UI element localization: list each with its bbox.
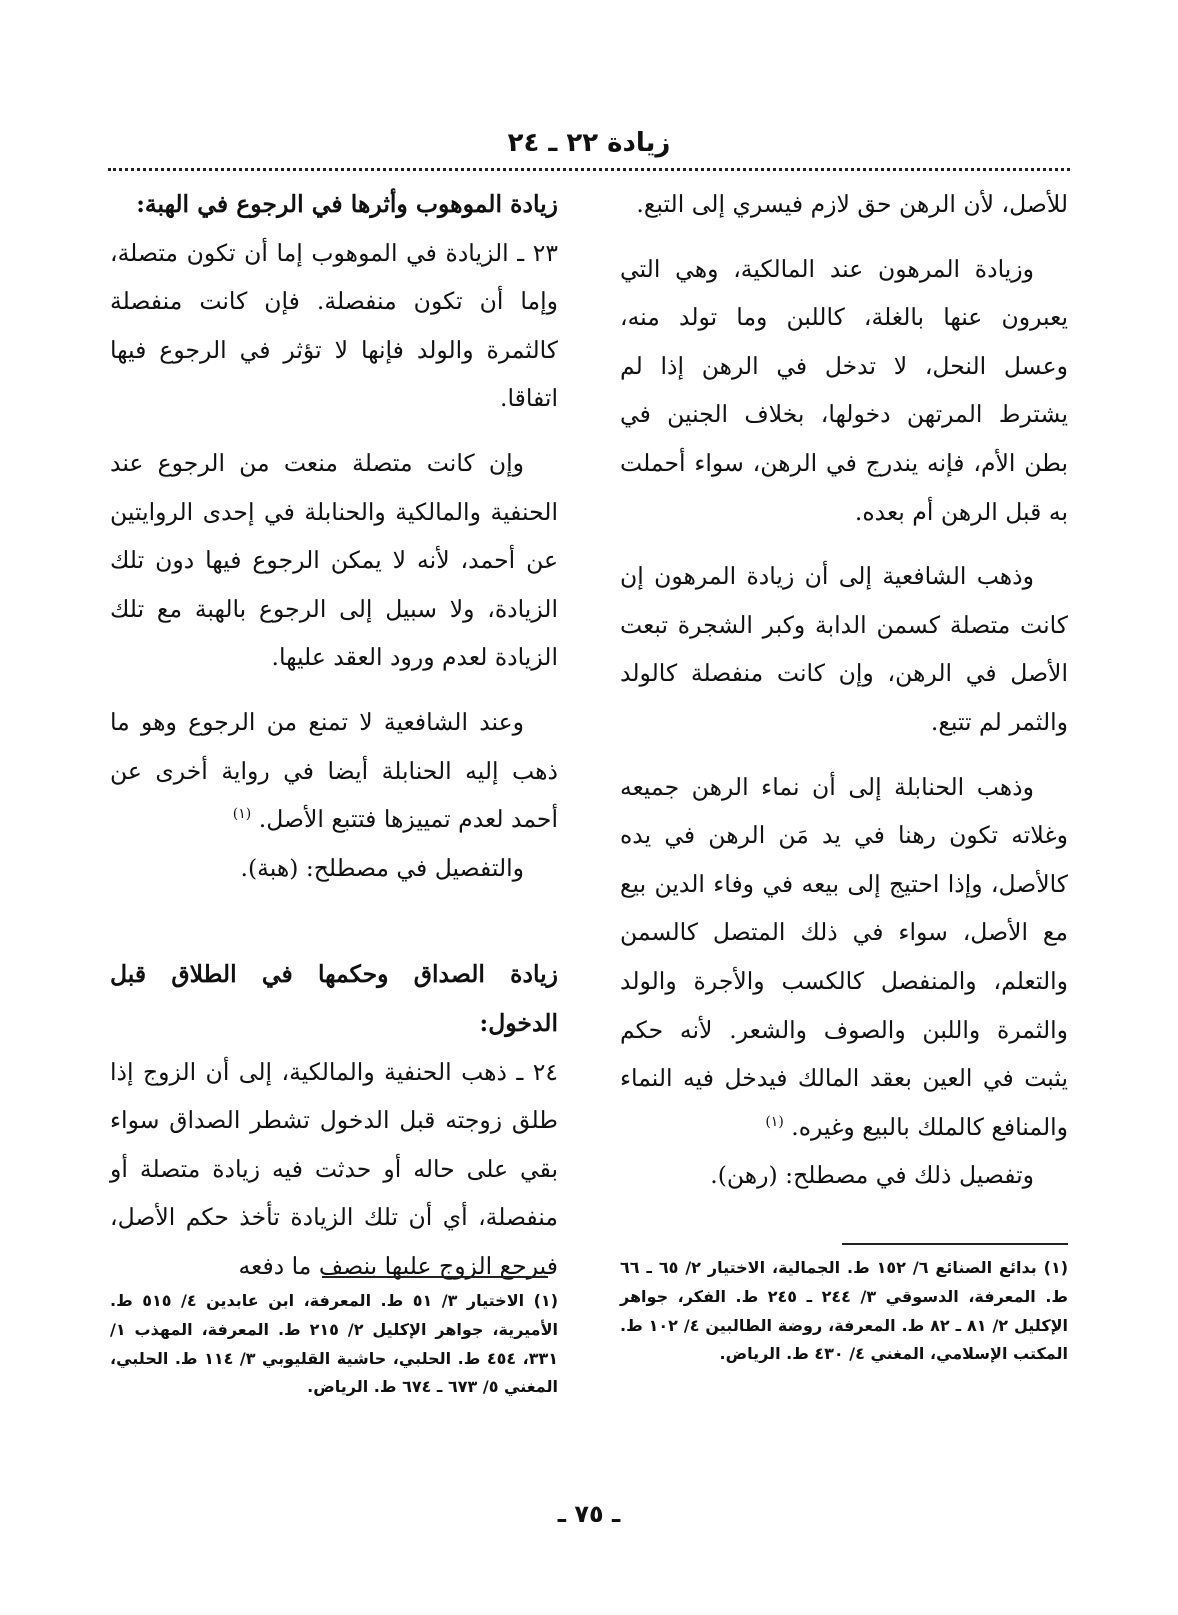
right-paragraph-5: وتفصيل ذلك في مصطلح: (رهن). xyxy=(710,1161,1034,1190)
header-dotted-rule xyxy=(108,168,1070,171)
page-number: ـ ٧٥ ـ xyxy=(557,1500,621,1528)
right-paragraph-3: وذهب الشافعية إلى أن زيادة المرهون إن كانت متصلة كسمن الدابة وكبر الشجرة تبعت الأصل في الرهن، وإن كانت منفصلة كالولد والثمر لم تتبع. xyxy=(620,562,1068,736)
right-paragraph-1: للأصل، لأن الرهن حق لازم فيسري إلى التبع. xyxy=(636,190,1068,218)
footnote-marker: (١) xyxy=(232,806,252,823)
footnote-rule-left xyxy=(322,1276,548,1278)
running-title: زيادة ٢٢ ـ ٢٤ xyxy=(507,128,671,158)
right-paragraph-4-text: وذهب الحنابلة إلى أن نماء الرهن جميعه وغلاته تكون رهنا في يد مَن الرهن في يده كالأصل، وإذا احتيج إلى بيعه في وفاء الدين بيع مع الأصل، سواء في ذلك المتصل كالسمن والتعلم، والمنفصل كالكسب والأجرة والولد والثمرة واللبن والصوف والشعر. لأنه حكم يثبت في العين بعقد المالك فيدخل فيه النماء والمنافع كالملك بالبيع وغيره. xyxy=(620,772,1068,1141)
footnote-left: (١) الاختيار ٣/ ٥١ ط. المعرفة، ابن عابدين ٤/ ٥١٥ ط. الأميرية، جواهر الإكليل ٢/ ٢١٥ ط. المعرفة، المهذب ١/ ٣٣١، ٤٥٤ ط. الحلبي، حاشية القليوبي ٣/ ١١٤ ط. الحلبي، المغني ٥/ ٦٧٣ ـ ٦٧٤ ط. الرياض. xyxy=(110,1291,559,1397)
left-paragraph-3-text: وعند الشافعية لا تمنع من الرجوع وهو ما ذهب إليه الحنابلة أيضا في رواية أخرى عن أحمد لعدم تمييزها فتتبع الأصل. xyxy=(110,707,558,834)
section-heading-dowry: زيادة الصداق وحكمها في الطلاق قبل الدخول: xyxy=(110,960,558,1037)
footnote-marker: (١) xyxy=(765,1113,784,1130)
left-paragraph-3 xyxy=(110,698,558,844)
footnote-right: (١) بدائع الصنائع ٦/ ١٥٢ ط. الجمالية، الاختيار ٢/ ٦٥ ـ ٦٦ ط. المعرفة، الدسوقي ٣/ ٢٤٤ ـ ٢٤٥ ط. الفكر، جواهر الإكليل ٢/ ٨١ ـ ٨٢ ط. المعرفة، روضة الطالبين ٤/ ١٠٢ ط. المكتب الإسلامي، المغني ٤/ ٤٣٠ ط. الرياض. xyxy=(620,1258,1069,1364)
section-heading-gift: زيادة الموهوب وأثرها في الرجوع في الهبة: xyxy=(136,190,558,218)
right-paragraph-4 xyxy=(620,763,1068,1152)
left-paragraph-4: والتفصيل في مصطلح: (هبة). xyxy=(240,853,524,882)
left-paragraph-2: وإن كانت متصلة منعت من الرجوع عند الحنفية والمالكية والحنابلة في إحدى الروايتين عن أحمد، لأنه لا يمكن الرجوع فيها دون تلك الزيادة، ولا سبيل إلى الرجوع بالهبة مع تلك الزيادة لعدم ورود العقد عليها. xyxy=(110,448,558,672)
right-paragraph-2: وزيادة المرهون عند المالكية، وهي التي يعبرون عنها بالغلة، كاللبن وما تولد منه، وعسل النحل، لا تدخل في الرهن إذا لم يشترط المرتهن دخولها، بخلاف الجنين في بطن الأم، فإنه يندرج في الرهن، سواء أحملت به قبل الرهن أم بعده. xyxy=(620,254,1068,526)
right-column xyxy=(620,180,1068,1200)
left-paragraph-1: ٢٣ ـ الزيادة في الموهوب إما أن تكون متصلة، وإما أن تكون منفصلة. فإن كانت منفصلة كالثمرة والولد فإنها لا تؤثر في الرجوع فيها اتفاقا. xyxy=(110,238,558,413)
footnote-rule-right xyxy=(842,1243,1068,1245)
left-column xyxy=(110,180,558,1290)
left-paragraph-5: ٢٤ ـ ذهب الحنفية والمالكية، إلى أن الزوج إذا طلق زوجته قبل الدخول تشطر الصداق سواء بقي على حاله أو حدثت فيه زيادة متصلة أو منفصلة، أي أن تلك الزيادة تأخذ حكم الأصل، فيرجع الزوج عليها بنصف ما دفعه xyxy=(110,1057,558,1280)
